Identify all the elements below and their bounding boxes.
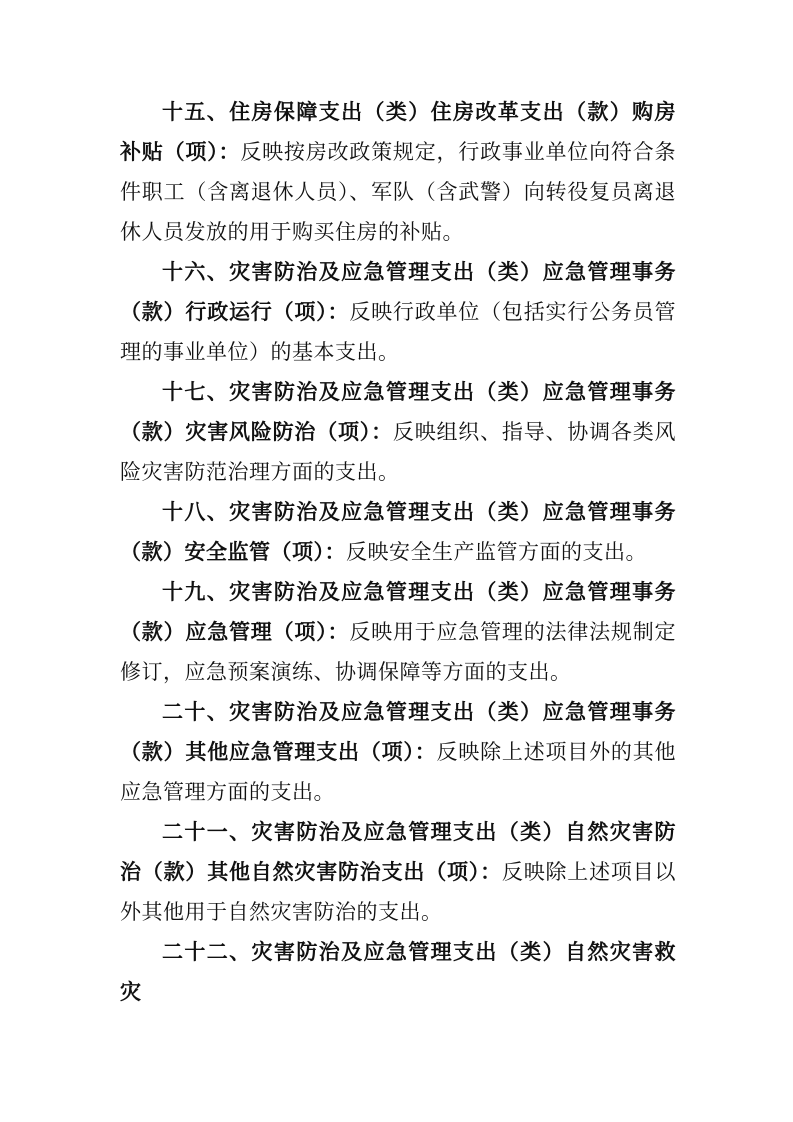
paragraph-text: 反映除上述项目以外其他用于自然灾害防治的支出。 — [120, 860, 677, 924]
paragraph-heading: 二十一、灾害防治及应急管理支出（类）自然灾害防治（款）其他自然灾害防治支出（项）： — [120, 820, 676, 884]
paragraph-18 — [120, 492, 676, 572]
paragraph-heading: 二十二、灾害防治及应急管理支出（类）自然灾害救灾 — [120, 940, 676, 1004]
paragraph-15 — [120, 92, 676, 252]
paragraph-20 — [120, 692, 676, 812]
paragraph-22 — [120, 932, 676, 1012]
paragraph-16 — [120, 252, 676, 372]
paragraph-heading: 十六、灾害防治及应急管理支出（类）应急管理事务（款）行政运行（项）： — [120, 260, 676, 324]
paragraph-heading: 十五、住房保障支出（类）住房改革支出（款）购房补贴（项）： — [120, 100, 676, 164]
paragraph-17 — [120, 372, 676, 492]
paragraph-21 — [120, 812, 676, 932]
document-body — [120, 92, 676, 1012]
paragraph-text: 反映行政单位（包括实行公务员管理的事业单位）的基本支出。 — [120, 300, 677, 364]
paragraph-text: 反映组织、指导、协调各类风险灾害防范治理方面的支出。 — [120, 420, 677, 484]
paragraph-text: 反映按房改政策规定，行政事业单位向符合条件职工（含离退休人员）、军队（含武警）向转役复员离退休人员发放的用于购买住房的补贴。 — [120, 140, 677, 244]
paragraph-heading: 十七、灾害防治及应急管理支出（类）应急管理事务（款）灾害风险防治（项）： — [120, 380, 676, 444]
paragraph-19 — [120, 572, 676, 692]
paragraph-heading: 十九、灾害防治及应急管理支出（类）应急管理事务（款）应急管理（项）： — [120, 580, 676, 644]
paragraph-text: 反映安全生产监管方面的支出。 — [346, 540, 647, 564]
paragraph-text: 反映用于应急管理的法律法规制定修订，应急预案演练、协调保障等方面的支出。 — [120, 620, 677, 684]
paragraph-heading: 二十、灾害防治及应急管理支出（类）应急管理事务（款）其他应急管理支出（项）： — [120, 700, 676, 764]
paragraph-text: 反映除上述项目外的其他应急管理方面的支出。 — [120, 740, 676, 804]
paragraph-heading: 十八、灾害防治及应急管理支出（类）应急管理事务（款）安全监管（项）： — [120, 500, 676, 564]
